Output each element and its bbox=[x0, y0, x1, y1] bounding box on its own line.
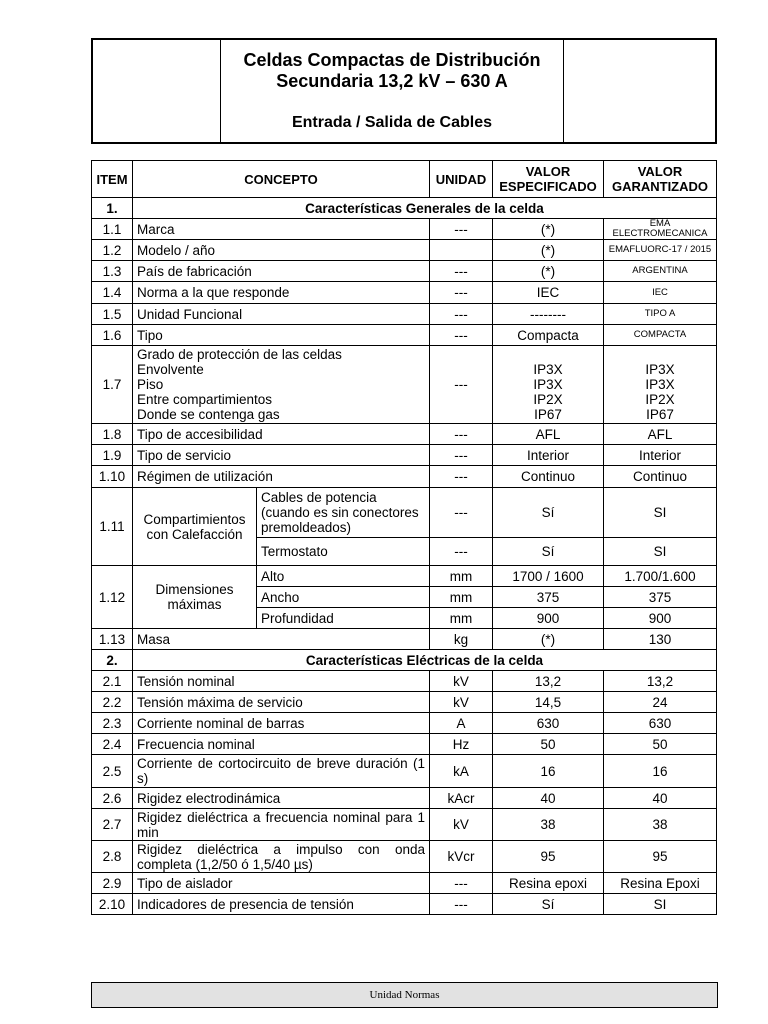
table-cell: kV bbox=[430, 692, 493, 713]
section-row bbox=[92, 650, 717, 671]
table-cell: 16 bbox=[493, 755, 604, 788]
table-cell: Profundidad bbox=[257, 608, 430, 629]
table-cell: --- bbox=[430, 894, 493, 915]
table-row bbox=[92, 325, 717, 346]
table-cell: 2.9 bbox=[92, 873, 133, 894]
table-cell: --- bbox=[430, 261, 493, 282]
table-cell: --- bbox=[430, 873, 493, 894]
table-cell: Frecuencia nominal bbox=[133, 734, 430, 755]
table-cell: 1.6 bbox=[92, 325, 133, 346]
table-cell: Envolvente bbox=[137, 362, 204, 377]
table-cell: 375 bbox=[604, 587, 717, 608]
header-valor-garantizado bbox=[604, 161, 717, 198]
table-cell: 1.4 bbox=[92, 282, 133, 304]
table-cell: 2.6 bbox=[92, 788, 133, 809]
table-cell: Donde se contenga gas bbox=[137, 407, 280, 422]
table-cell: 630 bbox=[604, 713, 717, 734]
specification-table bbox=[91, 160, 717, 915]
table-cell: --- bbox=[430, 538, 493, 566]
table-cell: Grado de protección de las celdas bbox=[137, 347, 342, 362]
table-cell: Masa bbox=[133, 629, 430, 650]
table-cell: Tensión nominal bbox=[133, 671, 430, 692]
table-cell bbox=[257, 488, 430, 538]
header-divider bbox=[563, 40, 564, 142]
table-row bbox=[92, 713, 717, 734]
title-line-1: Celdas Compactas de Distribución bbox=[243, 50, 541, 70]
table-cell: (*) bbox=[493, 629, 604, 650]
table-row bbox=[92, 282, 717, 304]
table-cell: Resina Epoxi bbox=[604, 873, 717, 894]
table-cell: 95 bbox=[493, 841, 604, 873]
table-cell: 1700 / 1600 bbox=[493, 566, 604, 587]
table-cell: Corriente de cortocircuito de breve duración (1 s) bbox=[133, 755, 430, 788]
table-cell: 1.2 bbox=[92, 240, 133, 261]
table-cell: GARANTIZADO bbox=[611, 179, 709, 194]
table-cell: Unidad Funcional bbox=[133, 304, 430, 325]
table-cell: 38 bbox=[493, 809, 604, 841]
table-cell: Régimen de utilización bbox=[133, 466, 430, 488]
table-cell: 1.13 bbox=[92, 629, 133, 650]
table-cell: 2.3 bbox=[92, 713, 133, 734]
table-cell: 130 bbox=[604, 629, 717, 650]
table-cell: Termostato bbox=[257, 538, 430, 566]
table-cell: (*) bbox=[493, 219, 604, 240]
table-cell: SI bbox=[604, 894, 717, 915]
table-cell: 1.700/1.600 bbox=[604, 566, 717, 587]
table-cell: IEC bbox=[604, 282, 717, 304]
table-cell: SI bbox=[604, 488, 717, 538]
table-cell: 24 bbox=[604, 692, 717, 713]
table-cell: 2.4 bbox=[92, 734, 133, 755]
table-cell: IP2X bbox=[645, 391, 675, 407]
table-cell: Rigidez electrodinámica bbox=[133, 788, 430, 809]
table-cell: Corriente nominal de barras bbox=[133, 713, 430, 734]
table-cell: mm bbox=[430, 566, 493, 587]
table-cell: Indicadores de presencia de tensión bbox=[133, 894, 430, 915]
table-cell: kV bbox=[430, 671, 493, 692]
table-cell: 900 bbox=[493, 608, 604, 629]
table-cell: 2.5 bbox=[92, 755, 133, 788]
table-cell: kAcr bbox=[430, 788, 493, 809]
table-cell: 630 bbox=[493, 713, 604, 734]
table-cell: Interior bbox=[493, 445, 604, 466]
table-cell: Sí bbox=[493, 894, 604, 915]
table-cell: IP3X bbox=[533, 361, 563, 377]
table-row bbox=[92, 566, 717, 587]
header-unidad: UNIDAD bbox=[430, 161, 493, 198]
table-cell: COMPACTA bbox=[604, 325, 717, 346]
table-row bbox=[92, 629, 717, 650]
table-cell: --- bbox=[430, 219, 493, 240]
table-cell: 1.9 bbox=[92, 445, 133, 466]
title-line-2: Secundaria 13,2 kV – 630 A bbox=[276, 71, 508, 91]
table-cell: 2.7 bbox=[92, 809, 133, 841]
table-cell: 1.7 bbox=[92, 346, 133, 424]
document-title bbox=[221, 50, 563, 92]
document-subtitle: Entrada / Salida de Cables bbox=[291, 114, 493, 131]
table-cell: 95 bbox=[604, 841, 717, 873]
table-cell: 1.10 bbox=[92, 466, 133, 488]
table-cell: 40 bbox=[493, 788, 604, 809]
table-cell: 2.8 bbox=[92, 841, 133, 873]
table-cell: Tipo de servicio bbox=[133, 445, 430, 466]
table-row bbox=[92, 219, 717, 240]
header-item: ITEM bbox=[92, 161, 133, 198]
table-cell: IP67 bbox=[534, 406, 562, 422]
table-cell: IP3X bbox=[645, 361, 675, 377]
table-cell: IEC bbox=[493, 282, 604, 304]
table-cell: Hz bbox=[430, 734, 493, 755]
table-cell: kg bbox=[430, 629, 493, 650]
table-cell: --- bbox=[430, 304, 493, 325]
table-cell: 1.8 bbox=[92, 424, 133, 445]
table-row bbox=[92, 488, 717, 538]
table-row bbox=[92, 466, 717, 488]
table-cell: --- bbox=[430, 424, 493, 445]
table-cell bbox=[604, 346, 717, 424]
table-cell: kA bbox=[430, 755, 493, 788]
table-row bbox=[92, 261, 717, 282]
table-cell: -------- bbox=[493, 304, 604, 325]
section-title: Características Generales de la celda bbox=[133, 198, 717, 219]
section-title: Características Eléctricas de la celda bbox=[133, 650, 717, 671]
compartimientos-group: Compartimientos con Calefacción bbox=[133, 488, 257, 566]
table-row bbox=[92, 894, 717, 915]
table-cell: 14,5 bbox=[493, 692, 604, 713]
table-cell: Tipo de accesibilidad bbox=[133, 424, 430, 445]
table-cell: País de fabricación bbox=[133, 261, 430, 282]
table-cell: kVcr bbox=[430, 841, 493, 873]
table-row bbox=[92, 346, 717, 424]
table-cell: --- bbox=[430, 282, 493, 304]
table-cell: EMA ELECTROMECANICA bbox=[604, 219, 717, 240]
table-row bbox=[92, 692, 717, 713]
grado-proteccion-concepto bbox=[133, 346, 430, 424]
table-cell: SI bbox=[604, 538, 717, 566]
table-cell: mm bbox=[430, 608, 493, 629]
table-cell: 13,2 bbox=[493, 671, 604, 692]
table-cell bbox=[430, 240, 493, 261]
table-row bbox=[92, 734, 717, 755]
table-cell: 2.2 bbox=[92, 692, 133, 713]
table-cell: AFL bbox=[493, 424, 604, 445]
table-cell: 38 bbox=[604, 809, 717, 841]
table-row bbox=[92, 671, 717, 692]
table-cell: Interior bbox=[604, 445, 717, 466]
table-row bbox=[92, 445, 717, 466]
table-cell: Tensión máxima de servicio bbox=[133, 692, 430, 713]
table-cell: EMAFLUORC-17 / 2015 bbox=[604, 240, 717, 261]
table-cell: Rigidez dieléctrica a frecuencia nominal para 1 min bbox=[133, 809, 430, 841]
table-cell: Tipo de aislador bbox=[133, 873, 430, 894]
table-cell: Piso bbox=[137, 377, 164, 392]
table-cell: 13,2 bbox=[604, 671, 717, 692]
table-row bbox=[92, 809, 717, 841]
table-cell: --- bbox=[430, 445, 493, 466]
table-cell: Compacta bbox=[493, 325, 604, 346]
table-row bbox=[92, 240, 717, 261]
table-cell: 375 bbox=[493, 587, 604, 608]
table-cell: Continuo bbox=[604, 466, 717, 488]
table-row bbox=[92, 755, 717, 788]
table-cell: Sí bbox=[493, 538, 604, 566]
table-cell: A bbox=[430, 713, 493, 734]
section-item: 1. bbox=[92, 198, 133, 219]
table-cell: premoldeados) bbox=[261, 520, 352, 535]
table-cell: Cables de potencia bbox=[261, 490, 377, 505]
table-cell: AFL bbox=[604, 424, 717, 445]
table-cell: 2.10 bbox=[92, 894, 133, 915]
table-cell: 40 bbox=[604, 788, 717, 809]
table-cell: Resina epoxi bbox=[493, 873, 604, 894]
table-cell: Marca bbox=[133, 219, 430, 240]
table-cell: IP3X bbox=[533, 376, 563, 392]
table-cell: 1.11 bbox=[92, 488, 133, 566]
page-footer: Unidad Normas bbox=[91, 982, 718, 1008]
table-cell: 900 bbox=[604, 608, 717, 629]
table-cell: IP67 bbox=[646, 406, 674, 422]
table-cell: VALOR bbox=[525, 164, 571, 179]
table-cell: --- bbox=[430, 325, 493, 346]
table-cell: 1.12 bbox=[92, 566, 133, 629]
table-cell: Modelo / año bbox=[133, 240, 430, 261]
section-row bbox=[92, 198, 717, 219]
table-cell: 16 bbox=[604, 755, 717, 788]
table-cell: Tipo bbox=[133, 325, 430, 346]
table-cell: (*) bbox=[493, 240, 604, 261]
header-left-cell bbox=[93, 40, 221, 142]
document-header bbox=[91, 38, 717, 144]
header-concepto: CONCEPTO bbox=[133, 161, 430, 198]
dimensiones-group: Dimensiones máximas bbox=[133, 566, 257, 629]
table-cell: 2.1 bbox=[92, 671, 133, 692]
table-cell: --- bbox=[430, 488, 493, 538]
table-row bbox=[92, 788, 717, 809]
table-cell: TIPO A bbox=[604, 304, 717, 325]
table-cell: (cuando es sin conectores bbox=[261, 505, 419, 520]
table-cell: 50 bbox=[604, 734, 717, 755]
table-cell: Continuo bbox=[493, 466, 604, 488]
table-header-row bbox=[92, 161, 717, 198]
table-cell: --- bbox=[430, 346, 493, 424]
table-cell: Entre compartimientos bbox=[137, 392, 273, 407]
table-row bbox=[92, 424, 717, 445]
table-cell: mm bbox=[430, 587, 493, 608]
table-cell: VALOR bbox=[637, 164, 683, 179]
table-cell: kV bbox=[430, 809, 493, 841]
table-cell: IP2X bbox=[533, 391, 563, 407]
table-row bbox=[92, 304, 717, 325]
section-item: 2. bbox=[92, 650, 133, 671]
table-cell: --- bbox=[430, 466, 493, 488]
table-cell: Alto bbox=[257, 566, 430, 587]
table-cell: 50 bbox=[493, 734, 604, 755]
table-cell: IP3X bbox=[645, 376, 675, 392]
table-cell: 1.3 bbox=[92, 261, 133, 282]
table-cell: 1.1 bbox=[92, 219, 133, 240]
table-cell: Ancho bbox=[257, 587, 430, 608]
table-cell: (*) bbox=[493, 261, 604, 282]
table-cell: 1.5 bbox=[92, 304, 133, 325]
table-cell: Norma a la que responde bbox=[133, 282, 430, 304]
table-cell: Rigidez dieléctrica a impulso con onda completa (1,2/50 ó 1,5/40 µs) bbox=[133, 841, 430, 873]
header-valor-especificado bbox=[493, 161, 604, 198]
table-row bbox=[92, 873, 717, 894]
table-row bbox=[92, 841, 717, 873]
table-cell bbox=[493, 346, 604, 424]
table-cell: ESPECIFICADO bbox=[499, 179, 597, 194]
table-cell: Sí bbox=[493, 488, 604, 538]
table-cell: ARGENTINA bbox=[604, 261, 717, 282]
